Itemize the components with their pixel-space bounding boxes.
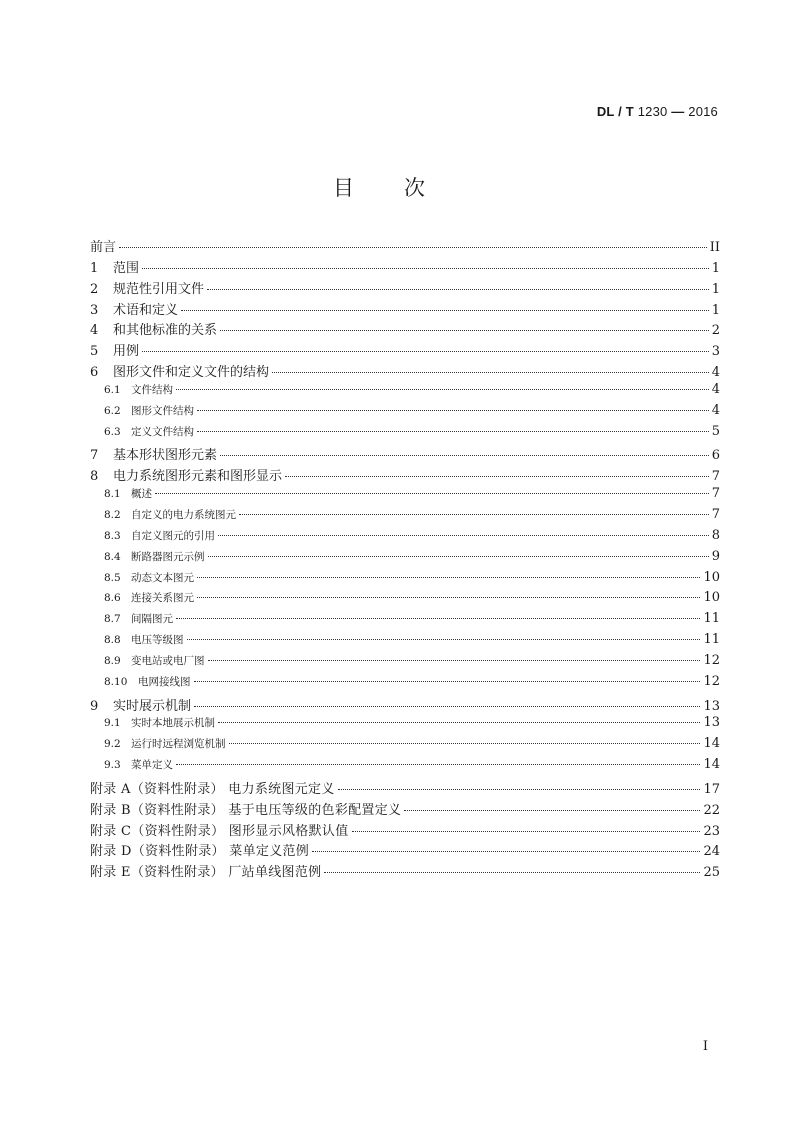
toc-entry[interactable] [90,278,720,299]
toc-entry-label: 附录 B（资料性附录） 基于电压等级的色彩配置定义 [90,802,402,818]
toc-entry-label: 菜单定义 [131,759,173,772]
toc-entry[interactable] [90,840,720,861]
toc-entry-page: 3 [711,344,720,360]
toc-leader-dots [285,476,709,477]
toc-entry-number: 1 [90,260,99,276]
toc-entry-label: 用例 [113,344,140,360]
toc-leader-dots [142,268,709,269]
toc-entry[interactable] [90,715,720,736]
toc-leader-dots [194,706,700,707]
toc-leader-dots [187,639,701,640]
toc-entry-page: 5 [711,423,720,439]
toc-entry-number: 9.1 [104,717,121,730]
toc-entry-number: 7 [90,448,99,464]
toc-entry-label: 概述 [131,488,152,501]
toc-entry-page: 11 [703,632,720,648]
toc-entry-label: 变电站或电厂图 [131,654,205,667]
toc-entry-number: 8 [90,469,99,485]
toc-entry-label: 电压等级图 [131,634,184,647]
toc-entry-label: 范围 [113,260,140,276]
toc-entry-label: 实时展示机制 [113,698,192,714]
toc-entry-page: 13 [703,698,720,714]
toc-entry[interactable] [90,861,720,882]
toc-entry-page: 23 [703,823,720,839]
toc-leader-dots [176,618,700,619]
toc-entry[interactable] [90,507,720,528]
toc-entry[interactable] [90,465,720,486]
toc-entry[interactable] [90,403,720,424]
toc-entry-page: 7 [711,506,720,522]
toc-entry-label: 图形文件结构 [131,404,194,417]
toc-entry-page: 13 [703,715,720,731]
toc-entry-label: 自定义的电力系统图元 [131,508,236,521]
toc-entry-label: 和其他标准的关系 [113,323,218,339]
toc-entry-number: 8.8 [104,634,121,647]
toc-leader-dots [338,789,701,790]
toc-entry-number: 8.7 [104,613,121,626]
toc-entry-page: II [709,240,720,255]
toc-entry-page: 25 [703,865,720,881]
toc-leader-dots [197,577,700,578]
toc-entry-label: 附录 E（资料性附录） 厂站单线图范例 [90,865,322,881]
toc-entry-label: 规范性引用文件 [113,281,205,297]
toc-entry[interactable] [90,632,720,653]
toc-entry-label: 运行时远程浏览机制 [131,738,226,751]
code-prefix: DL / T [596,104,634,119]
toc-leader-dots [176,389,709,390]
toc-entry-page: 6 [711,448,720,464]
toc-entry-number: 8.4 [104,550,121,563]
toc-entry-label: 文件结构 [131,383,173,396]
toc-leader-dots [272,372,709,373]
toc-leader-dots [312,851,700,852]
toc-entry-label: 电网接线图 [138,675,191,688]
toc-entry-number: 2 [90,281,99,297]
toc-entry-page: 8 [711,527,720,543]
toc-entry[interactable] [90,424,720,445]
toc-entry-page: 12 [703,673,720,689]
toc-entry[interactable] [90,257,720,278]
document-code [597,104,718,119]
toc-entry[interactable] [90,590,720,611]
toc-entry-number: 6.1 [104,383,121,396]
toc-entry-number: 3 [90,302,99,318]
toc-entry-number: 6 [90,365,99,381]
toc-entry-label: 动态文本图元 [131,571,194,584]
toc-entry-page: 1 [711,260,720,276]
toc-leader-dots [181,310,709,311]
toc-entry-number: 8.10 [104,675,128,688]
toc-entry-page: 9 [711,548,720,564]
toc-entry-page: 7 [711,486,720,502]
toc-leader-dots [176,764,700,765]
toc-entry-number: 8.6 [104,592,121,605]
toc-entry-number: 8.2 [104,508,121,521]
toc-leader-dots [208,660,701,661]
toc-entry-number: 6.2 [104,404,121,417]
toc-leader-dots [229,743,701,744]
toc-entry-number: 8.9 [104,654,121,667]
code-separator: — [667,104,689,119]
toc-leader-dots [404,810,700,811]
toc-entry-label: 图形文件和定义文件的结构 [113,365,270,381]
toc-entry-page: 2 [711,323,720,339]
toc-leader-dots [208,556,709,557]
toc-leader-dots [239,514,709,515]
toc-leader-dots [352,831,701,832]
toc-entry-page: 1 [711,302,720,318]
toc-entry-number: 9.2 [104,738,121,751]
toc-leader-dots [197,431,709,432]
toc-entry-number: 8.3 [104,529,121,542]
toc-entry-page: 1 [711,281,720,297]
toc-entry[interactable] [90,549,720,570]
toc-entry-page: 4 [711,365,720,381]
toc-entry-label: 基本形状图形元素 [113,448,218,464]
toc-entry-page: 11 [703,611,720,627]
toc-entry[interactable] [90,820,720,841]
toc-entry[interactable] [90,236,720,257]
toc-leader-dots [142,351,709,352]
toc-entry-number: 6.3 [104,425,121,438]
toc-entry[interactable] [90,653,720,674]
page-number: I [702,1039,708,1054]
toc-entry[interactable] [90,528,720,549]
toc-entry-page: 24 [703,844,720,860]
toc-entry[interactable] [90,319,720,340]
toc-entry-label: 附录 C（资料性附录） 图形显示风格默认值 [90,823,349,839]
toc-entry-number: 4 [90,323,99,339]
toc-leader-dots [220,455,709,456]
toc-entry-page: 12 [703,652,720,668]
toc-entry[interactable] [90,486,720,507]
toc-entry-label: 定义文件结构 [131,425,194,438]
toc-entry-label: 断路器图元示例 [131,550,205,563]
toc-entry-number: 9 [90,698,99,714]
toc-entry-page: 14 [703,736,720,752]
toc-entry-label: 术语和定义 [113,302,179,318]
code-year: 2016 [688,104,718,119]
toc-entry-number: 8.5 [104,571,121,584]
toc-entry-page: 14 [703,757,720,773]
toc-entry[interactable] [90,674,720,695]
toc-entry[interactable] [90,736,720,757]
toc-leader-dots [197,597,700,598]
toc-leader-dots [197,410,709,411]
toc-entry-label: 间隔图元 [131,613,173,626]
toc-entry[interactable] [90,570,720,591]
toc-entry[interactable] [90,611,720,632]
toc-entry[interactable] [90,799,720,820]
toc-entry[interactable] [90,361,720,382]
toc-entry-page: 7 [711,469,720,485]
toc-entry[interactable] [90,695,720,716]
toc-entry-label: 附录 D（资料性附录） 菜单定义范例 [90,844,310,860]
toc-leader-dots [218,535,709,536]
toc-entry-label: 前言 [90,240,117,255]
toc-entry[interactable] [90,382,720,403]
toc-leader-dots [207,289,709,290]
toc-leader-dots [218,722,700,723]
toc-entry[interactable] [90,778,720,799]
toc-entry-number: 8.1 [104,488,121,501]
toc-entry-page: 4 [711,402,720,418]
code-number: 1230 [637,104,668,119]
toc-entry[interactable] [90,299,720,320]
toc-entry[interactable] [90,340,720,361]
toc-entry-label: 电力系统图形元素和图形显示 [113,469,283,485]
toc-leader-dots [119,247,707,248]
table-of-contents [90,236,720,882]
toc-entry-page: 10 [703,590,720,606]
toc-entry-label: 附录 A（资料性附录） 电力系统图元定义 [90,781,335,797]
toc-leader-dots [220,330,709,331]
toc-entry-number: 5 [90,344,99,360]
toc-leader-dots [155,493,709,494]
toc-entry[interactable] [90,444,720,465]
toc-entry[interactable] [90,757,720,778]
toc-entry-page: 17 [703,781,720,797]
toc-entry-label: 连接关系图元 [131,592,194,605]
toc-entry-page: 4 [711,381,720,397]
toc-entry-number: 9.3 [104,759,121,772]
toc-entry-page: 22 [703,802,720,818]
toc-entry-label: 实时本地展示机制 [131,717,215,730]
toc-leader-dots [324,872,700,873]
toc-title: 目次 [333,176,475,200]
toc-leader-dots [194,681,701,682]
toc-entry-label: 自定义图元的引用 [131,529,215,542]
toc-entry-page: 10 [703,569,720,585]
